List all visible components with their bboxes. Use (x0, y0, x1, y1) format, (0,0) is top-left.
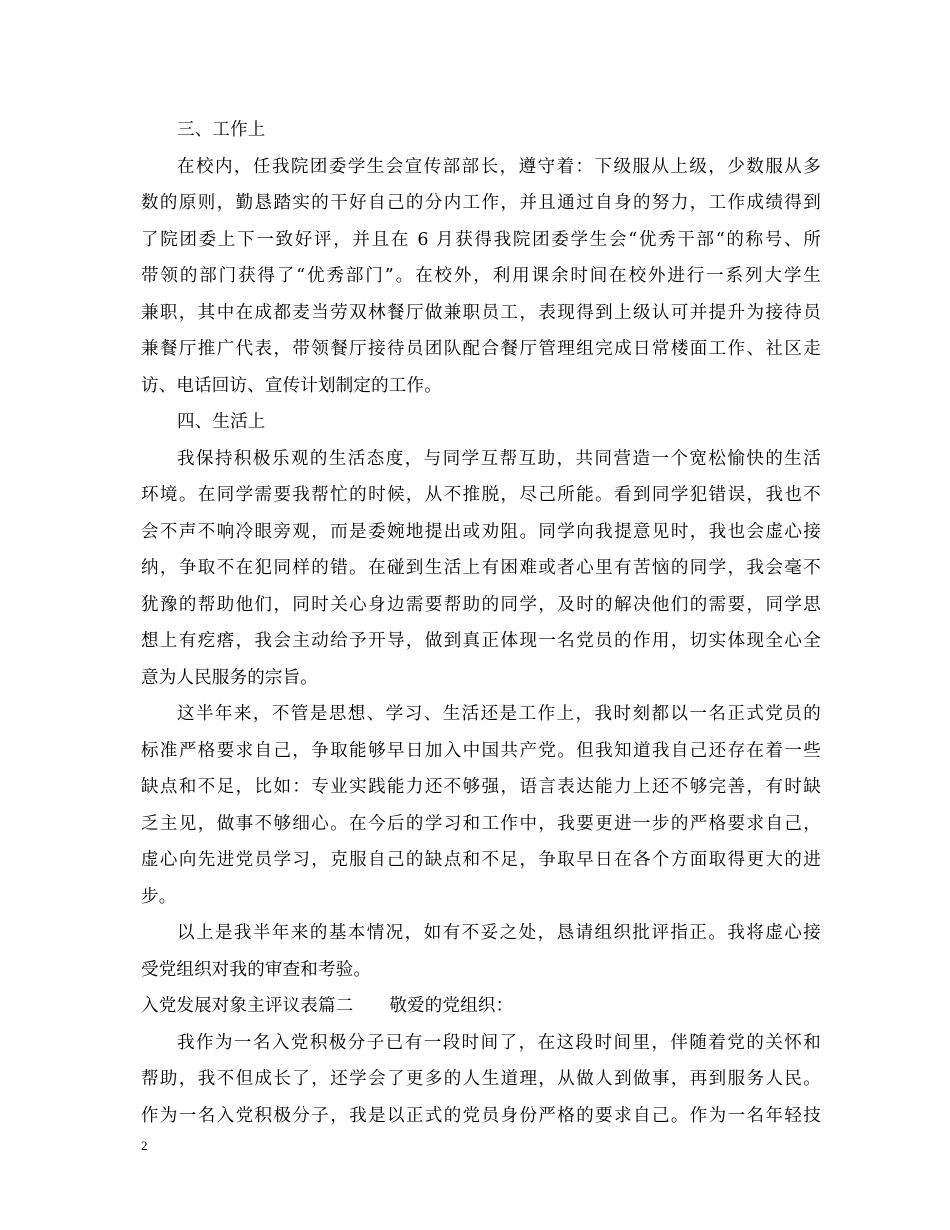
section-heading-work: 三、工作上 (177, 120, 266, 140)
paragraph-line: 受党组织对我的审查和考验。 (141, 959, 372, 980)
paragraph-line: 环境。在同学需要我帮忙的时候，从不推脱，尽己所能。看到同学犯错误，我也不 (141, 485, 821, 505)
paragraph-line: 兼餐厅推广代表，带领餐厅接待员团队配合餐厅管理组完成日常楼面工作、社区走 (141, 339, 821, 359)
paragraph-line: 数的原则，勤恳踏实的干好自己的分内工作，并且通过自身的努力，工作成绩得到 (141, 193, 821, 213)
paragraph-line: 以上是我半年来的基本情况，如有不妥之处，恳请组织批评指正。我将虚心接 (177, 923, 821, 943)
paragraph-line: 作为一名入党积极分子，我是以正式的党员身份严格的要求自己。作为一名年轻技 (141, 1105, 821, 1126)
paragraph-line: 乏主见，做事不够细心。在今后的学习和工作中，我要更进一步的严格要求自己， (141, 813, 821, 834)
paragraph-line: 了院团委上下一致好评，并且在 6 月获得我院团委学生会“优秀干部“的称号、所 (141, 229, 821, 250)
paragraph-line: 纳，争取不在犯同样的错。在碰到生活上有困难或者心里有苦恼的同学，我会毫不 (141, 558, 821, 578)
paragraph-line: 虚心向先进党员学习，克服自己的缺点和不足，争取早日在各个方面取得更大的进 (141, 850, 821, 870)
paragraph-line: 在校内，任我院团委学生会宣传部部长，遵守着：下级服从上级，少数服从多 (177, 156, 821, 177)
paragraph-line: 我作为一名入党积极分子已有一段时间了，在这段时间里，伴随着党的关怀和 (177, 1032, 821, 1053)
paragraph-line: 兼职，其中在成都麦当劳双林餐厅做兼职员工，表现得到上级认可并提升为接待员 (141, 302, 821, 323)
document-page (141, 112, 821, 1134)
paragraph-line: 犹豫的帮助他们，同时关心身边需要帮助的同学，及时的解决他们的需要，同学思 (141, 594, 821, 615)
paragraph-line: 想上有疙瘩，我会主动给予开导，做到真正体现一名党员的作用，切实体现全心全 (141, 631, 821, 651)
paragraph-line: 会不声不响冷眼旁观，而是委婉地提出或劝阻。同学向我提意见时，我也会虚心接 (141, 521, 821, 542)
page-number: 2 (141, 1138, 148, 1153)
paragraph-line: 这半年来，不管是思想、学习、生活还是工作上，我时刻都以一名正式党员的 (177, 704, 821, 724)
section-heading-life: 四、生活上 (177, 412, 266, 432)
salutation: 敬爱的党组织： (389, 996, 514, 1016)
paragraph-line: 访、电话回访、宣传计划制定的工作。 (141, 375, 442, 396)
paragraph-line: 缺点和不足，比如：专业实践能力还不够强，语言表达能力上还不够完善，有时缺 (141, 777, 821, 797)
paragraph-line: 步。 (141, 886, 177, 907)
article-title-line (141, 988, 821, 1025)
paragraph-line: 帮助，我不但成长了，还学会了更多的人生道理，从做人到做事，再到服务人民。 (141, 1069, 821, 1089)
paragraph-line: 带领的部门获得了“优秀部门”。在校外，利用课余时间在校外进行一系列大学生 (141, 266, 821, 286)
article-title: 入党发展对象主评议表篇二 (141, 996, 354, 1016)
paragraph-line: 标准严格要求自己，争取能够早日加入中国共产党。但我知道我自己还存在着一些 (141, 740, 821, 761)
paragraph-line: 意为人民服务的宗旨。 (141, 667, 318, 688)
paragraph-line: 我保持积极乐观的生活态度，与同学互帮互助，共同营造一个宽松愉快的生活 (177, 448, 821, 469)
